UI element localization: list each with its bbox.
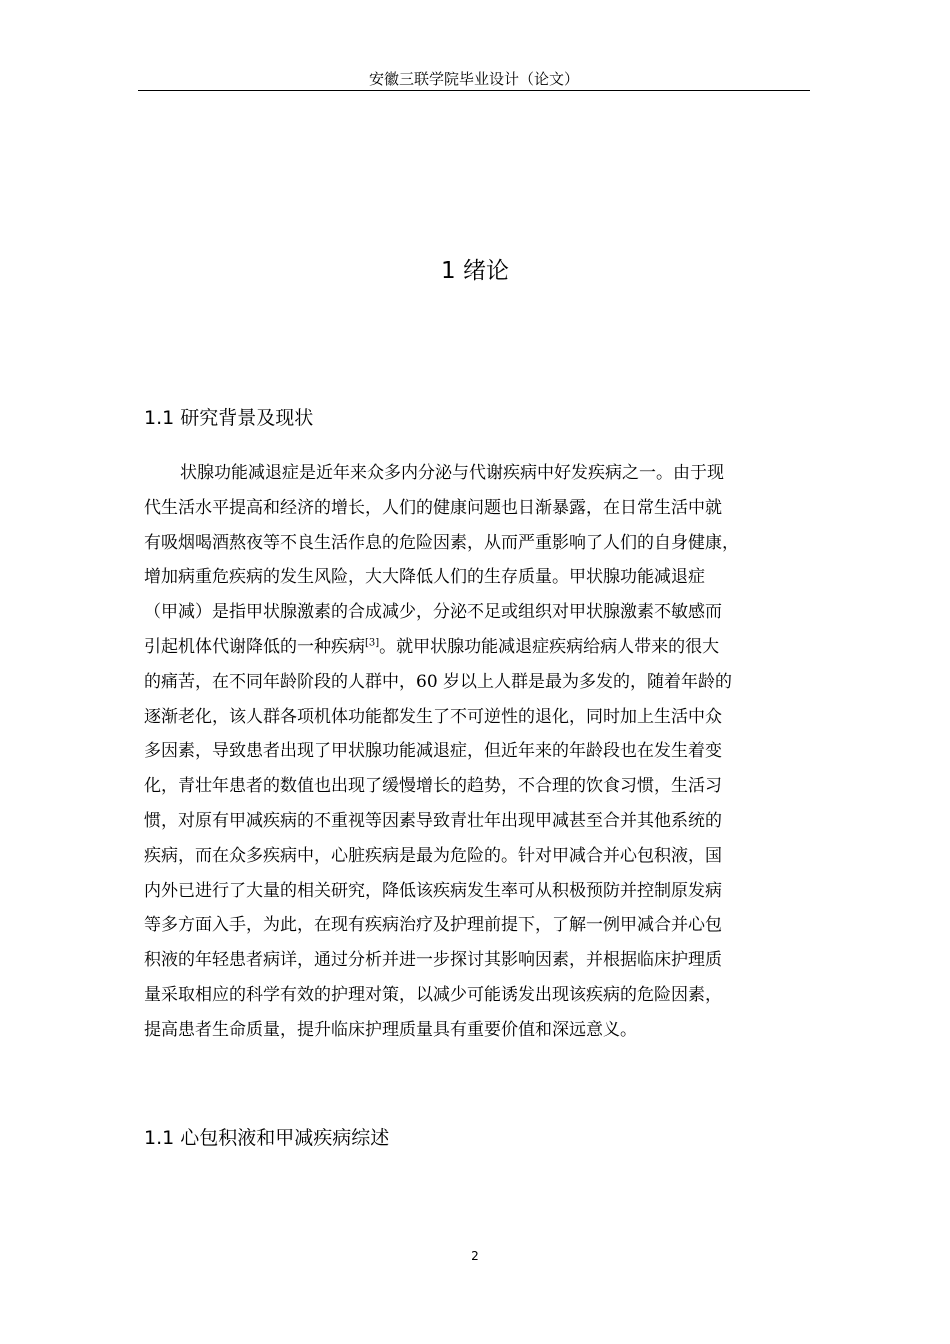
paragraph-line: 有吸烟喝酒熬夜等不良生活作息的危险因素，从而严重影响了人们的自身健康， <box>144 532 739 553</box>
paragraph-text: 。就甲状腺功能减退症疾病给病人带来的很大 <box>379 636 720 657</box>
paragraph-text: 引起机体代谢降低的一种疾病 <box>144 636 365 657</box>
paragraph-line: 疾病，而在众多疾病中，心脏疾病是最为危险的。针对甲减合并心包积液，国 <box>144 845 722 866</box>
chapter-title: 1 绪论 <box>441 258 509 284</box>
paragraph-line: （甲减）是指甲状腺激素的合成减少，分泌不足或组织对甲状腺激素不敏感而 <box>144 602 722 623</box>
paragraph-line: 量采取相应的科学有效的护理对策，以减少可能诱发出现该疾病的危险因素， <box>144 984 722 1005</box>
page-number: 2 <box>471 1249 479 1263</box>
body-paragraph <box>144 456 804 1048</box>
paragraph-line: 多因素，导致患者出现了甲状腺功能减退症，但近年来的年龄段也在发生着变 <box>144 741 722 762</box>
paragraph-line: 等多方面入手，为此，在现有疾病治疗及护理前提下，了解一例甲减合并心包 <box>144 915 722 936</box>
paragraph-line: 增加病重危疾病的发生风险，大大降低人们的生存质量。甲状腺功能减退症 <box>144 567 705 588</box>
citation-mark: [3] <box>365 637 380 649</box>
paragraph-line-with-citation <box>144 630 804 665</box>
section-heading-pericardial-effusion-review: 1.1 心包积液和甲减疾病综述 <box>144 1127 390 1149</box>
paragraph-line: 提高患者生命质量，提升临床护理质量具有重要价值和深远意义。 <box>144 1019 637 1040</box>
paragraph-line: 代生活水平提高和经济的增长，人们的健康问题也日渐暴露，在日常生活中就 <box>144 497 722 518</box>
running-header: 安徽三联学院毕业设计（论文） <box>368 70 579 88</box>
paragraph-line: 的痛苦，在不同年龄阶段的人群中，60 岁以上人群是最为多发的，随着年龄的 <box>144 671 733 692</box>
paragraph-line: 内外已进行了大量的相关研究，降低该疾病发生率可从积极预防并控制原发病 <box>144 880 722 901</box>
paragraph-line: 惯，对原有甲减疾病的不重视等因素导致青壮年出现甲减甚至合并其他系统的 <box>144 810 722 831</box>
paragraph-line: 状腺功能减退症是近年来众多内分泌与代谢疾病中好发疾病之一。由于现 <box>180 463 724 483</box>
paragraph-line: 积液的年轻患者病详，通过分析并进一步探讨其影响因素，并根据临床护理质 <box>144 950 722 971</box>
header-rule <box>138 90 810 91</box>
section-heading-research-background: 1.1 研究背景及现状 <box>144 407 314 429</box>
paragraph-line: 化，青壮年患者的数值也出现了缓慢增长的趋势，不合理的饮食习惯，生活习 <box>144 776 722 797</box>
paragraph-line: 逐渐老化，该人群各项机体功能都发生了不可逆性的退化，同时加上生活中众 <box>144 706 722 727</box>
